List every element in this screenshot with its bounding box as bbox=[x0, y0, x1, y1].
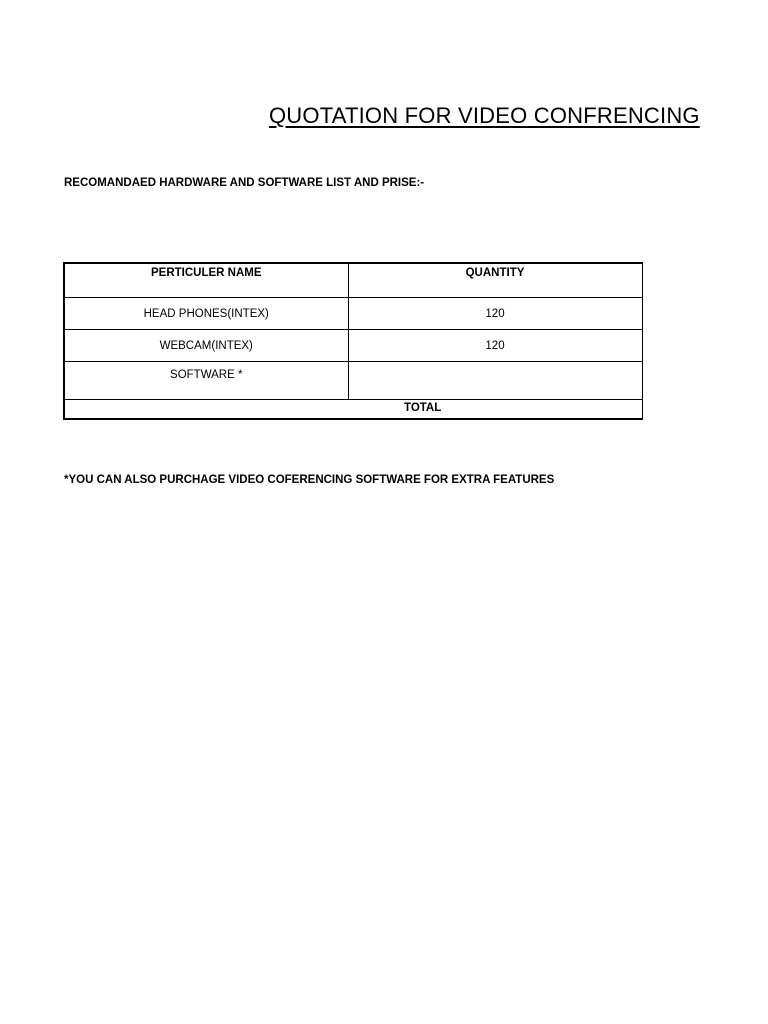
item-quantity-cell bbox=[348, 362, 642, 400]
item-quantity-cell: 120 bbox=[348, 330, 642, 362]
table-row bbox=[64, 330, 642, 362]
table-header-row bbox=[64, 263, 642, 298]
table-total-row bbox=[64, 400, 642, 420]
item-name-cell: HEAD PHONES(INTEX) bbox=[64, 298, 348, 330]
item-name-cell: SOFTWARE * bbox=[64, 362, 348, 400]
header-quantity: QUANTITY bbox=[348, 263, 642, 298]
item-quantity-cell: 120 bbox=[348, 298, 642, 330]
page-title: QUOTATION FOR VIDEO CONFRENCING bbox=[269, 103, 700, 128]
list-subtitle: RECOMANDAED HARDWARE AND SOFTWARE LIST AND PRISE:- bbox=[64, 177, 425, 189]
total-label: TOTAL bbox=[64, 400, 642, 420]
header-particular-name: PERTICULER NAME bbox=[64, 263, 348, 298]
quotation-table bbox=[63, 262, 643, 420]
table-row bbox=[64, 362, 642, 400]
software-footnote: *YOU CAN ALSO PURCHAGE VIDEO COFERENCING SOFTWARE FOR EXTRA FEATURES bbox=[64, 474, 555, 486]
item-name-cell: WEBCAM(INTEX) bbox=[64, 330, 348, 362]
table-row bbox=[64, 298, 642, 330]
